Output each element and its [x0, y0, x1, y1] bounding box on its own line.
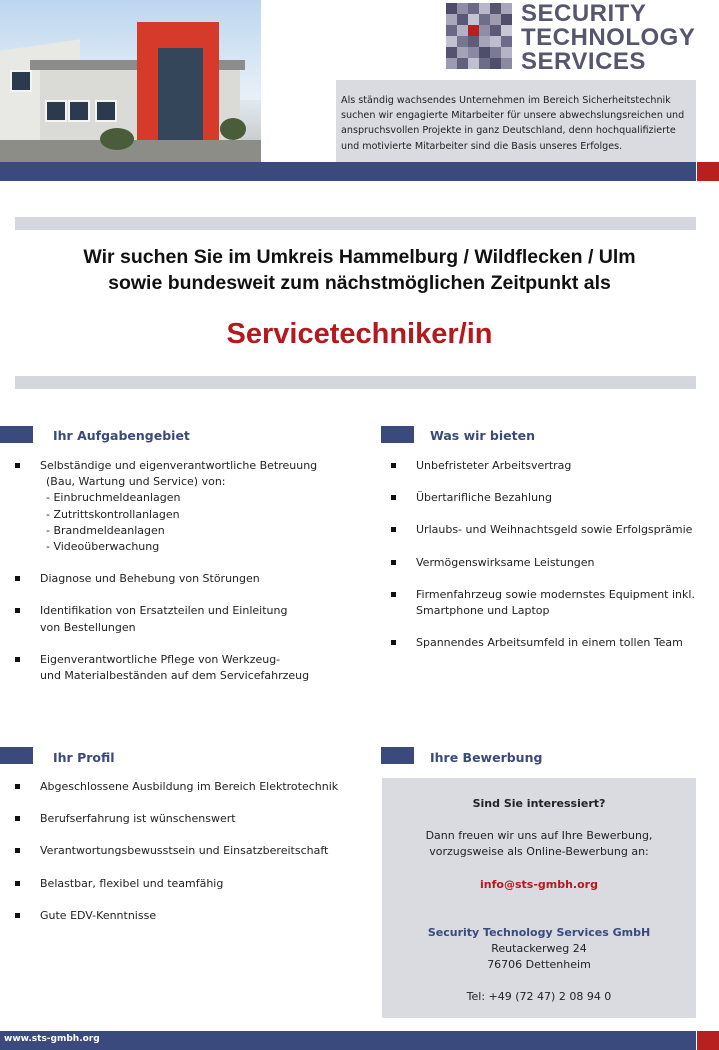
footer-bar: [0, 1031, 696, 1050]
section-title-profil: Ihr Profil: [53, 750, 115, 765]
profil-list: [15, 779, 360, 940]
header-bar: [0, 162, 696, 181]
list-item-text: Unbefristeter Arbeitsvertrag: [416, 459, 572, 472]
company-logo-mark: [446, 3, 512, 69]
list-item: [391, 522, 711, 538]
logo-tile: [457, 25, 468, 36]
intro-text: Als ständig wachsendes Unternehmen im Bereich Sicherheitstechnik suchen wir engagierte Mitarbeiter für unsere abwechslungsreichen und anspruchsvollen Projekte in ganz Deutschland, denn hochqualifizierte und motivierte Mitarbeiter sind die Basis unseres Erfolges.: [336, 80, 696, 162]
logo-tile: [490, 14, 501, 25]
list-item-sub: - Einbruchmeldeanlagen: [46, 491, 181, 505]
section-marker: [0, 747, 33, 764]
list-item: [15, 458, 355, 555]
list-item: [15, 811, 360, 827]
aufgaben-list: [15, 458, 355, 700]
logo-tile: [468, 58, 479, 69]
company-name: Security Technology Services GmbH: [427, 925, 651, 939]
footer-accent-square: [697, 1031, 719, 1050]
logo-tile: [446, 36, 457, 47]
photo-window: [95, 100, 117, 122]
list-item: [15, 876, 360, 892]
logo-tile: [490, 3, 501, 14]
logo-tile: [479, 14, 490, 25]
photo-window: [10, 70, 32, 92]
logo-tile: [446, 14, 457, 25]
logo-tile: [468, 25, 479, 36]
logo-tile: [457, 47, 468, 58]
list-item-text: Eigenverantwortliche Pflege von Werkzeug-: [40, 652, 281, 666]
logo-tile: [501, 36, 512, 47]
logo-tile: [446, 58, 457, 69]
logo-tile: [468, 47, 479, 58]
section-title-aufgaben: Ihr Aufgabengebiet: [53, 428, 190, 443]
logo-tile: [479, 47, 490, 58]
logo-tile: [501, 58, 512, 69]
logo-tile: [446, 3, 457, 14]
logo-tile: [446, 25, 457, 36]
list-item: [391, 555, 711, 571]
headline-line-2: sowie bundesweit zum nächstmöglichen Zeitpunkt als: [108, 272, 611, 294]
logo-tile: [490, 58, 501, 69]
job-title: Servicetechniker/in: [226, 318, 493, 350]
section-title-bewerbung: Ihre Bewerbung: [430, 750, 543, 765]
photo-window: [45, 100, 67, 122]
logo-tile: [490, 47, 501, 58]
list-item-text: Diagnose und Behebung von Störungen: [40, 572, 260, 586]
list-item-sub: - Brandmeldeanlagen: [46, 523, 165, 537]
list-item: [391, 490, 711, 506]
list-item-text: von Bestellungen: [40, 620, 136, 634]
list-item: [15, 908, 360, 924]
logo-tile: [468, 14, 479, 25]
company-building-photo: [0, 0, 261, 162]
logo-tile: [479, 36, 490, 47]
logo-tile: [479, 25, 490, 36]
application-question: Sind Sie interessiert?: [472, 797, 606, 810]
divider-bottom: [15, 376, 696, 389]
photo-glass-entrance: [158, 48, 203, 148]
logo-tile: [457, 14, 468, 25]
list-item-text: Verantwortungsbewusstsein und Einsatzbereitschaft: [40, 844, 329, 858]
list-item: [15, 603, 355, 635]
section-marker: [381, 747, 414, 764]
logo-tile: [501, 3, 512, 14]
contact-email-link[interactable]: info@sts-gmbh.org: [480, 877, 598, 891]
list-item-sub: (Bau, Wartung und Service) von:: [46, 475, 226, 489]
list-item-text: Vermögenswirksame Leistungen: [416, 555, 595, 569]
list-item-text: Berufserfahrung ist wünschenswert: [40, 812, 236, 826]
list-item-text: und Materialbeständen auf dem Servicefahrzeug: [40, 669, 310, 683]
application-text-1: Dann freuen wir uns auf Ihre Bewerbung,: [425, 829, 653, 843]
list-item-sub: - Zutrittskontrollanlagen: [46, 507, 180, 521]
logo-tile: [457, 3, 468, 14]
list-item: [391, 458, 711, 474]
photo-bush: [220, 118, 246, 140]
logo-tile: [490, 36, 501, 47]
bieten-list: [391, 458, 711, 667]
list-item-text: Abgeschlossene Ausbildung im Bereich Elektrotechnik: [40, 780, 339, 793]
application-text-2: vorzugsweise als Online-Bewerbung an:: [429, 845, 649, 859]
application-panel: [382, 778, 696, 1018]
list-item: [15, 779, 360, 795]
logo-tile: [446, 47, 457, 58]
list-item-text: Smartphone und Laptop: [416, 604, 550, 618]
list-item: [15, 571, 355, 587]
logo-tile: [468, 36, 479, 47]
company-city: 76706 Dettenheim: [487, 958, 591, 972]
list-item-text: Selbständige und eigenverantwortliche Betreuung: [40, 459, 318, 472]
list-item-text: Firmenfahrzeug sowie modernstes Equipment inkl.: [416, 587, 695, 601]
logo-line-1: SECURITY: [521, 0, 647, 27]
section-marker: [381, 426, 414, 443]
footer-website-link[interactable]: www.sts-gmbh.org: [4, 1034, 100, 1044]
section-marker: [0, 426, 33, 443]
logo-line-2: TECHNOLOGY: [521, 24, 696, 51]
logo-tile: [501, 25, 512, 36]
list-item: [391, 635, 711, 651]
list-item: [15, 652, 355, 684]
list-item-text: Urlaubs- und Weihnachtsgeld sowie Erfolgsprämie: [416, 523, 693, 537]
headline-line-1: Wir suchen Sie im Umkreis Hammelburg / Wildflecken / Ulm: [83, 246, 636, 268]
company-logo-text: [521, 2, 695, 74]
list-item-text: Spannendes Arbeitsumfeld in einem tollen Team: [416, 636, 683, 650]
logo-tile: [468, 3, 479, 14]
list-item-sub: - Videoüberwachung: [46, 540, 160, 554]
logo-tile: [479, 3, 490, 14]
logo-tile: [457, 36, 468, 47]
photo-window: [68, 100, 90, 122]
divider-top: [15, 217, 696, 230]
list-item-text: Identifikation von Ersatzteilen und Einleitung: [40, 604, 288, 618]
photo-bush: [100, 128, 134, 150]
company-street: Reutackerweg 24: [491, 942, 587, 956]
list-item-text: Gute EDV-Kenntnisse: [40, 908, 157, 922]
list-item-text: Belastbar, flexibel und teamfähig: [40, 876, 224, 890]
company-phone: Tel: +49 (72 47) 2 08 94 0: [466, 990, 612, 1004]
logo-tile: [501, 47, 512, 58]
list-item: [15, 843, 360, 859]
list-item-text: Übertarifliche Bezahlung: [416, 491, 553, 505]
section-title-bieten: Was wir bieten: [430, 428, 535, 443]
header-accent-square: [697, 162, 719, 181]
logo-tile: [501, 14, 512, 25]
logo-line-3: SERVICES: [521, 48, 646, 75]
logo-tile: [457, 58, 468, 69]
logo-tile: [490, 25, 501, 36]
logo-tile: [479, 58, 490, 69]
list-item: [391, 587, 711, 619]
